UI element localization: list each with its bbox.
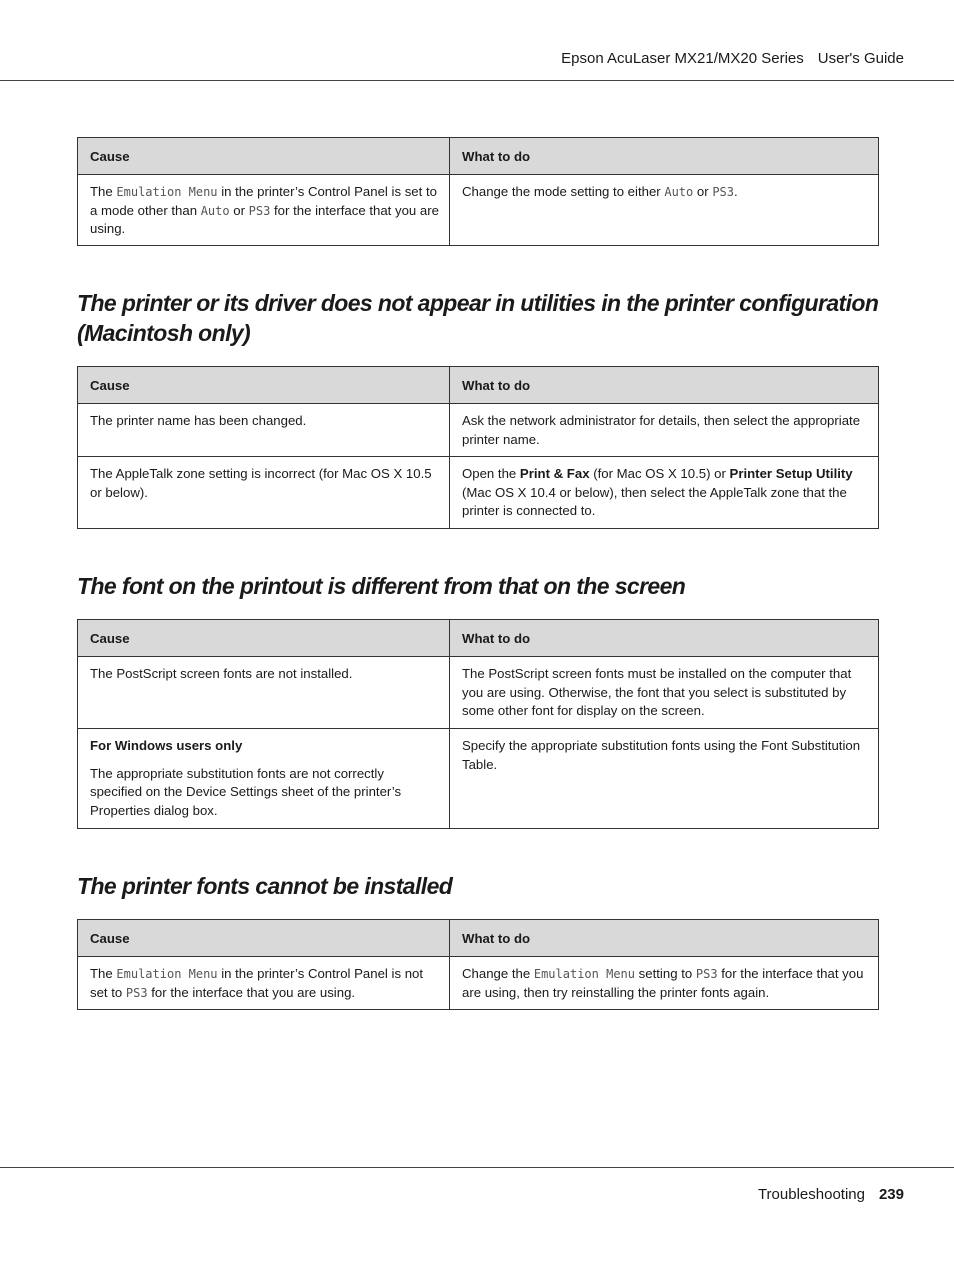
cause-cell: The PostScript screen fonts are not installed. [78, 657, 450, 729]
col-header-what-to-do: What to do [450, 367, 879, 404]
what-to-do-cell: Change the Emulation Menu setting to PS3 for the interface that you are using, then try reinstalling the printer fonts again. [450, 957, 879, 1010]
col-header-cause: Cause [78, 367, 450, 404]
col-header-what-to-do: What to do [450, 920, 879, 957]
running-footer [758, 1186, 904, 1203]
table-header-row [78, 620, 879, 657]
table-row [78, 175, 879, 246]
table-row [78, 957, 879, 1010]
col-header-cause: Cause [78, 920, 450, 957]
table-fonts-not-installed [77, 919, 879, 1010]
col-header-what-to-do: What to do [450, 138, 879, 175]
col-header-cause: Cause [78, 620, 450, 657]
footer-section: Troubleshooting [757, 1186, 865, 1203]
cause-cell: The Emulation Menu in the printer’s Control Panel is set to a mode other than Auto or PS3 for the interface that you are using. [78, 175, 450, 246]
table-row [78, 457, 879, 529]
what-to-do-cell: Ask the network administrator for details, then select the appropriate printer name. [450, 404, 879, 457]
cause-cell: The Emulation Menu in the printer’s Control Panel is not set to PS3 for the interface that you are using. [78, 957, 450, 1010]
what-to-do-cell: Open the Print & Fax (for Mac OS X 10.5) or Printer Setup Utility (Mac OS X 10.4 or below), then select the AppleTalk zone that the printer is connected to. [450, 457, 879, 529]
col-header-what-to-do: What to do [450, 620, 879, 657]
table-header-row [78, 138, 879, 175]
what-to-do-cell: The PostScript screen fonts must be installed on the computer that you are using. Otherwise, the font that you select is substituted by some other font for display on the screen. [450, 657, 879, 729]
footer-rule [0, 1167, 954, 1168]
section-heading-font-different: The font on the printout is different from that on the screen [77, 573, 686, 599]
what-to-do-cell: Change the mode setting to either Auto or PS3. [450, 175, 879, 246]
table-header-row [78, 920, 879, 957]
table-row [78, 657, 879, 729]
header-product: Epson AcuLaser MX21/MX20 Series [561, 50, 804, 67]
table-row [78, 404, 879, 457]
running-header [561, 50, 904, 67]
cause-cell: For Windows users only The appropriate substitution fonts are not correctly specified on the Device Settings sheet of the printer’s Properties dialog box. [78, 729, 450, 829]
section-heading-fonts-not-installed: The printer fonts cannot be installed [77, 873, 453, 899]
cause-cell: The printer name has been changed. [78, 404, 450, 457]
col-header-cause: Cause [78, 138, 450, 175]
section-heading-macintosh: The printer or its driver does not appear in utilities in the printer configuration (Macintosh only) [77, 290, 879, 346]
cause-cell: The AppleTalk zone setting is incorrect (for Mac OS X 10.5 or below). [78, 457, 450, 529]
table-font-different [77, 619, 879, 829]
what-to-do-cell: Specify the appropriate substitution fonts using the Font Substitution Table. [450, 729, 879, 829]
windows-only-label: For Windows users only [90, 738, 243, 753]
page-number: 239 [878, 1186, 904, 1203]
table-header-row [78, 367, 879, 404]
table-emulation [77, 137, 879, 246]
header-rule [0, 80, 954, 81]
table-row [78, 729, 879, 829]
table-macintosh [77, 366, 879, 529]
header-guide: User's Guide [817, 50, 904, 67]
